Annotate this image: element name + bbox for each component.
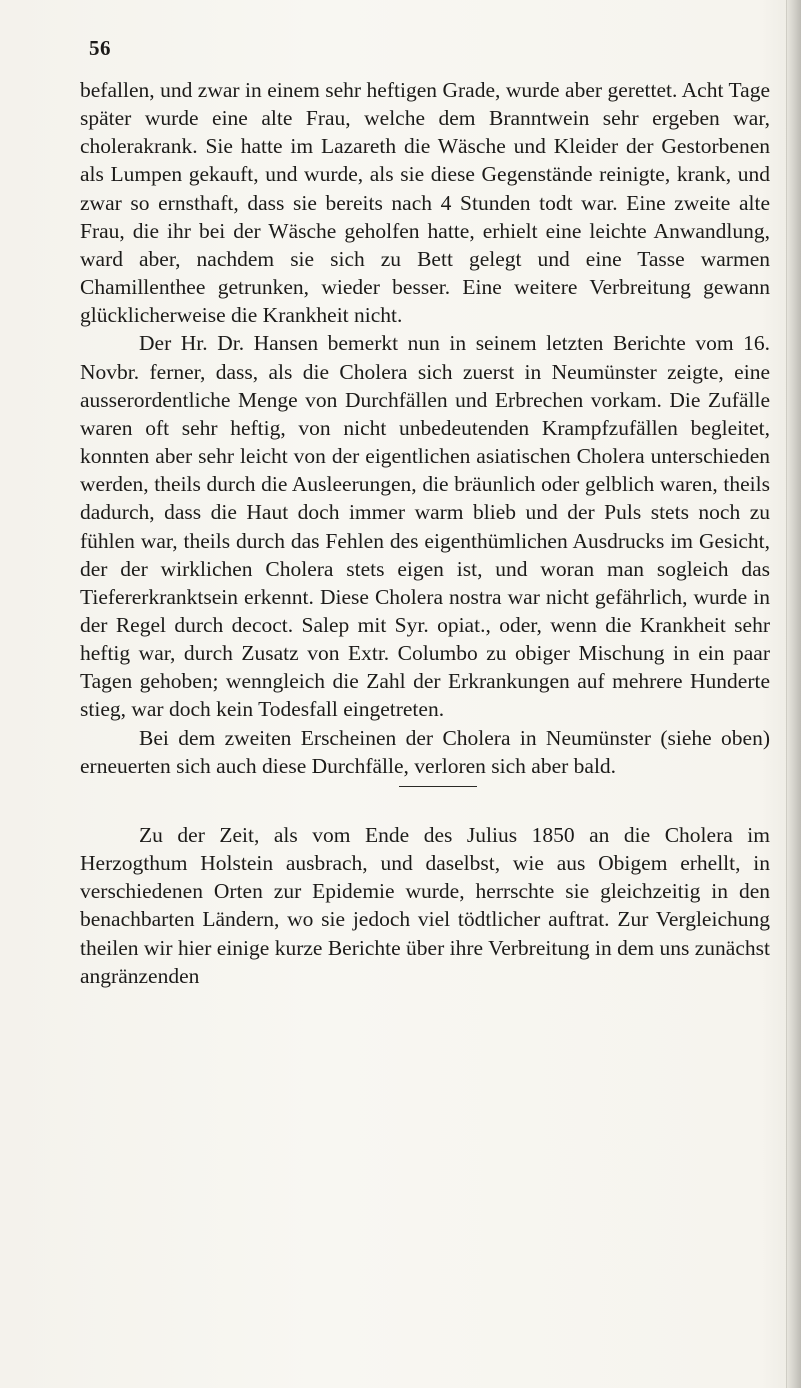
paragraph-3: Bei dem zweiten Erscheinen der Cholera in Neumünster (siehe oben) erneuerten sich auch diese Durchfälle, verloren sich aber bald. xyxy=(80,725,770,778)
section-gap xyxy=(80,787,770,821)
body-text xyxy=(80,76,770,990)
page-edge-shadow xyxy=(786,0,801,1388)
paragraph-1: befallen, und zwar in einem sehr heftigen Grade, wurde aber gerettet. Acht Tage später wurde eine alte Frau, welche dem Branntwein sehr ergeben war, cholerakrank. Sie hatte im Lazareth die Wäsche und Kleider der Gestorbenen als Lumpen gekauft, und wurde, als sie diese Gegenstände reinigte, krank, und zwar so ernsthaft, dass sie bereits nach 4 Stunden todt war. Eine zweite alte Frau, die ihr bei der Wäsche geholfen hatte, erhielt eine leichte Anwandlung, ward aber, nachdem sie sich zu Bett gelegt und eine Tasse warmen Chamillenthee getrunken, wieder besser. Eine weitere Verbreitung gewann glücklicherweise die Krankheit nicht. xyxy=(80,78,770,328)
paragraph-4: Zu der Zeit, als vom Ende des Julius 1850 an die Cholera im Herzogthum Holstein ausbrach, und daselbst, wie aus Obigem erhellt, in verschiedenen Orten zur Epidemie wurde, herrschte sie gleichzeitig in den benachbarten Ländern, wo sie jedoch viel tödtlicher auftrat. Zur Vergleichung theilen wir hier einige kurze Berichte über ihre Verbreitung in dem uns zunächst angränzenden xyxy=(80,822,770,988)
page-number: 56 xyxy=(89,36,111,60)
paragraph-2: Der Hr. Dr. Hansen bemerkt nun in seinem letzten Berichte vom 16. Novbr. ferner, dass, als die Cholera sich zuerst in Neumünster zeigte, eine ausserordentliche Menge von Durchfällen und Erbrechen vorkam. Die Zufälle waren oft sehr heftig, von nicht unbedeutenden Krampfzufällen begleitet, konnten aber sehr leicht von der eigentlichen asiatischen Cholera unterschieden werden, theils durch die Ausleerungen, die bräunlich oder gelblich waren, theils dadurch, dass die Haut doch immer warm blieb und der Puls stets noch zu fühlen war, theils durch das Fehlen des eigenthümlichen Ausdrucks im Gesicht, der der wirklichen Cholera stets eigen ist, und woran man sogleich das Tiefererkranktsein erkennt. Diese Cholera nostra war nicht gefährlich, wurde in der Regel durch decoct. Salep mit Syr. opiat., oder, wenn die Krankheit sehr heftig war, durch Zusatz von Extr. Columbo zu obiger Mischung in ein paar Tagen gehoben; wenngleich die Zahl der Erkrankungen auf mehrere Hunderte stieg, war doch kein Todesfall eingetreten. xyxy=(80,331,770,722)
